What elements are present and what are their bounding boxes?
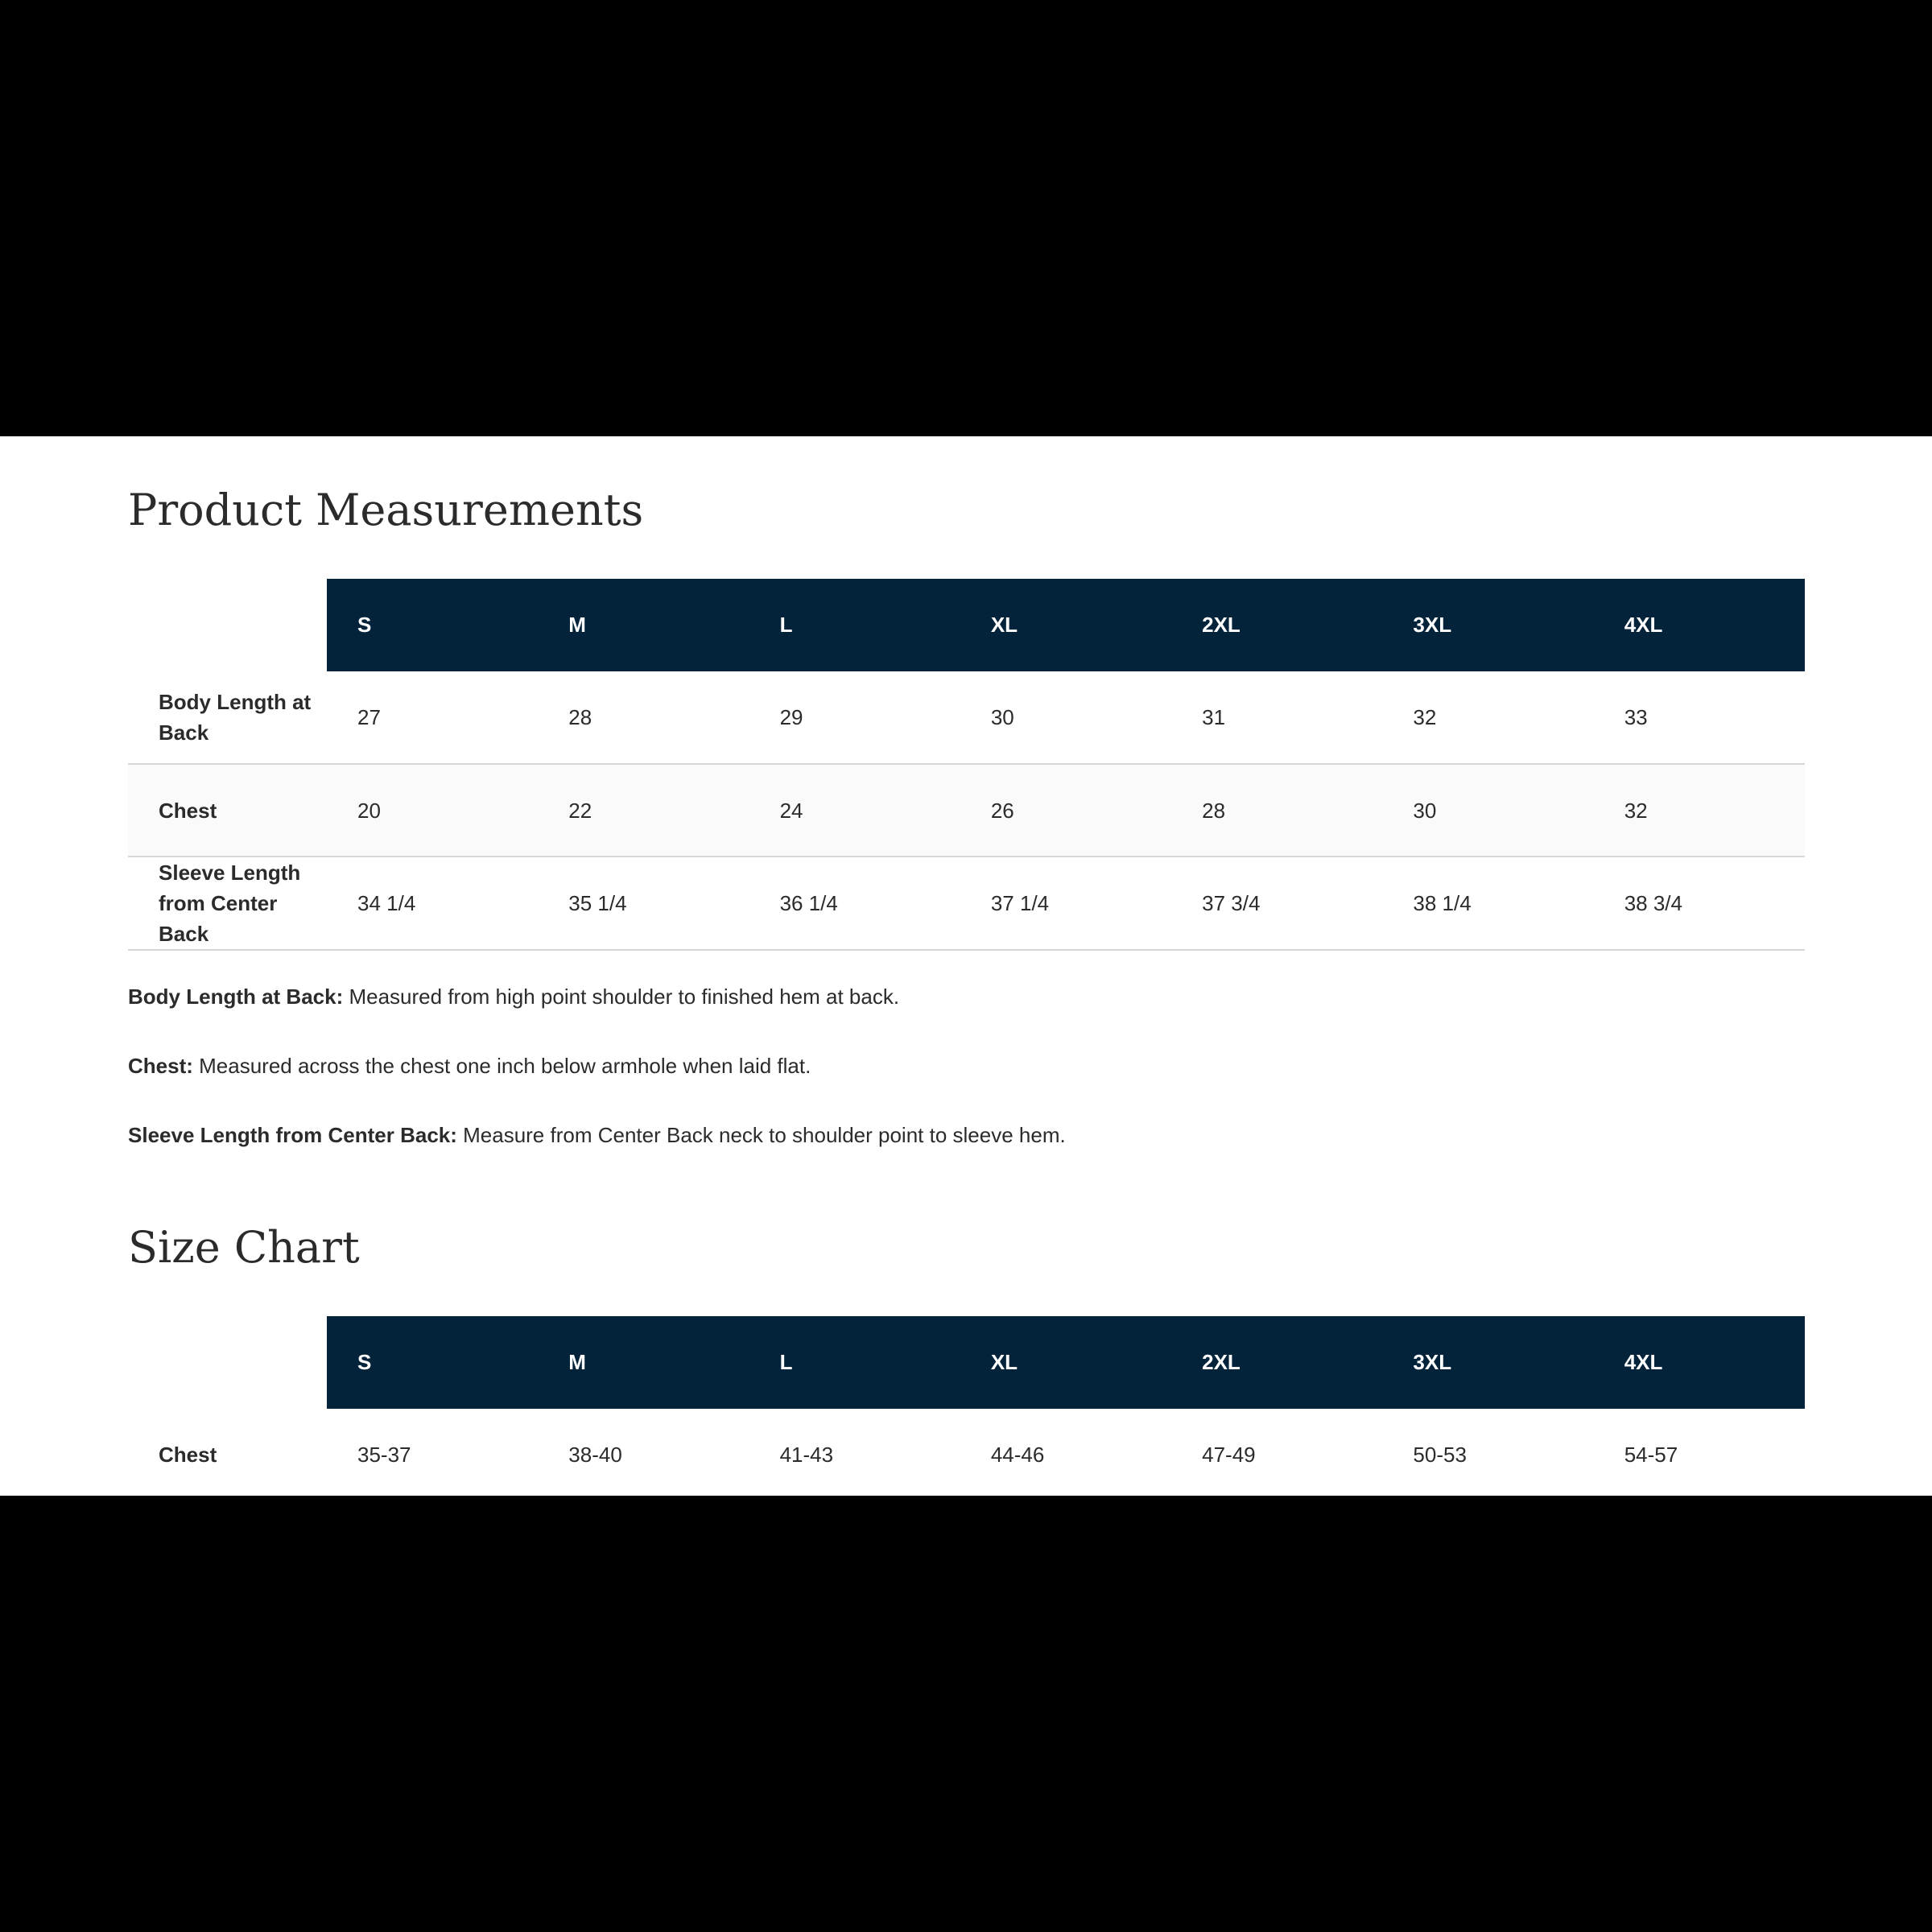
size-header-3xl: 3XL bbox=[1382, 579, 1593, 671]
size-header-4xl: 4XL bbox=[1594, 1316, 1805, 1409]
table-cell: 33 bbox=[1594, 671, 1805, 764]
size-header-2xl: 2XL bbox=[1171, 1316, 1382, 1409]
note-chest bbox=[128, 1053, 811, 1080]
table-cell: 22 bbox=[538, 764, 749, 857]
size-header-l: L bbox=[749, 579, 960, 671]
table-cell: 38 1/4 bbox=[1382, 857, 1593, 950]
note-term: Sleeve Length from Center Back: bbox=[128, 1123, 457, 1147]
product-measurements-title: Product Measurements bbox=[128, 485, 644, 535]
row-label-sleeve-length: Sleeve Length from Center Back bbox=[128, 857, 327, 950]
size-header-2xl: 2XL bbox=[1171, 579, 1382, 671]
size-header-s: S bbox=[327, 579, 538, 671]
size-header-3xl: 3XL bbox=[1382, 1316, 1593, 1409]
table-cell: 38 3/4 bbox=[1594, 857, 1805, 950]
size-header-s: S bbox=[327, 1316, 538, 1409]
table-cell: 54-57 bbox=[1594, 1409, 1805, 1496]
size-chart-title: Size Chart bbox=[128, 1222, 360, 1273]
table-cell: 24 bbox=[749, 764, 960, 857]
row-label-body-length: Body Length at Back bbox=[128, 671, 327, 764]
table-cell: 28 bbox=[1171, 764, 1382, 857]
table-cell: 35 1/4 bbox=[538, 857, 749, 950]
table-corner-cell bbox=[128, 1316, 327, 1409]
row-label-chest: Chest bbox=[128, 764, 327, 857]
table-header-row bbox=[128, 579, 1805, 671]
note-text: Measure from Center Back neck to shoulder point to sleeve hem. bbox=[456, 1123, 1066, 1147]
table-row-body-length bbox=[128, 671, 1805, 764]
table-row-sleeve-length bbox=[128, 857, 1805, 950]
size-header-m: M bbox=[538, 579, 749, 671]
row-label-chest: Chest bbox=[128, 1409, 327, 1496]
size-header-xl: XL bbox=[960, 1316, 1171, 1409]
table-cell: 32 bbox=[1594, 764, 1805, 857]
table-cell: 27 bbox=[327, 671, 538, 764]
note-body-length bbox=[128, 984, 899, 1011]
table-header-row bbox=[128, 1316, 1805, 1409]
table-cell: 47-49 bbox=[1171, 1409, 1382, 1496]
table-row-chest bbox=[128, 764, 1805, 857]
table-cell: 29 bbox=[749, 671, 960, 764]
product-measurements-table bbox=[128, 579, 1805, 951]
size-guide-panel bbox=[0, 436, 1932, 1496]
table-cell: 41-43 bbox=[749, 1409, 960, 1496]
table-row-chest bbox=[128, 1409, 1805, 1496]
table-cell: 38-40 bbox=[538, 1409, 749, 1496]
table-cell: 30 bbox=[960, 671, 1171, 764]
note-term: Chest: bbox=[128, 1054, 193, 1078]
table-cell: 37 1/4 bbox=[960, 857, 1171, 950]
table-corner-cell bbox=[128, 579, 327, 671]
table-cell: 30 bbox=[1382, 764, 1593, 857]
size-header-l: L bbox=[749, 1316, 960, 1409]
size-chart-table bbox=[128, 1316, 1805, 1496]
table-cell: 44-46 bbox=[960, 1409, 1171, 1496]
table-cell: 32 bbox=[1382, 671, 1593, 764]
table-cell: 26 bbox=[960, 764, 1171, 857]
table-cell: 50-53 bbox=[1382, 1409, 1593, 1496]
size-header-m: M bbox=[538, 1316, 749, 1409]
table-cell: 36 1/4 bbox=[749, 857, 960, 950]
table-cell: 34 1/4 bbox=[327, 857, 538, 950]
note-text: Measured from high point shoulder to finished hem at back. bbox=[343, 985, 900, 1009]
size-header-4xl: 4XL bbox=[1594, 579, 1805, 671]
table-cell: 28 bbox=[538, 671, 749, 764]
note-text: Measured across the chest one inch below armhole when laid flat. bbox=[192, 1054, 811, 1078]
table-cell: 35-37 bbox=[327, 1409, 538, 1496]
size-header-xl: XL bbox=[960, 579, 1171, 671]
table-cell: 37 3/4 bbox=[1171, 857, 1382, 950]
table-cell: 20 bbox=[327, 764, 538, 857]
note-sleeve-length bbox=[128, 1122, 1066, 1150]
table-cell: 31 bbox=[1171, 671, 1382, 764]
note-term: Body Length at Back: bbox=[128, 985, 344, 1009]
